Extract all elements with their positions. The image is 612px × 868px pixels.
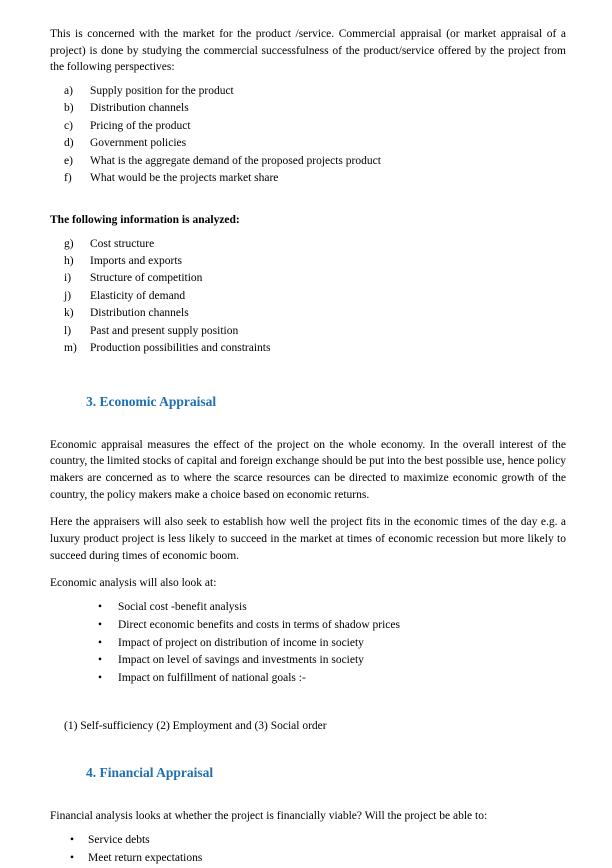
spacer bbox=[50, 746, 566, 764]
spacer bbox=[50, 430, 566, 437]
list-marker: e) bbox=[64, 154, 73, 167]
list-item bbox=[50, 850, 566, 868]
section-heading-financial-appraisal: 4. Financial Appraisal bbox=[86, 765, 214, 781]
list-marker: i) bbox=[64, 272, 72, 285]
list-marker: m) bbox=[64, 342, 77, 355]
list-marker: h) bbox=[64, 254, 74, 267]
list-item bbox=[50, 135, 566, 152]
list-item bbox=[50, 305, 566, 322]
list-item bbox=[50, 670, 566, 688]
list-item-text: Meet return expectations bbox=[88, 851, 203, 864]
section-heading-economic-appraisal: 3. Economic Appraisal bbox=[86, 393, 217, 409]
spacer bbox=[50, 564, 566, 575]
list-item bbox=[50, 617, 566, 635]
list-item bbox=[50, 288, 566, 305]
list-item bbox=[50, 253, 566, 270]
list-item bbox=[50, 599, 566, 617]
list-item bbox=[50, 652, 566, 670]
bullet-icon: • bbox=[98, 636, 103, 649]
list-marker: a) bbox=[64, 85, 73, 98]
spacer bbox=[50, 188, 566, 212]
list-item bbox=[50, 635, 566, 653]
economic-closing-line: (1) Self-sufficiency (2) Employment and (3) Social order bbox=[64, 719, 327, 732]
list-marker: g) bbox=[64, 237, 74, 250]
list-item-text: What would be the projects market share bbox=[90, 172, 279, 185]
list-item-text: Impact on fulfillment of national goals :- bbox=[118, 672, 306, 685]
list-marker: l) bbox=[64, 324, 72, 337]
list-item bbox=[50, 832, 566, 850]
economic-analysis-lead-in: Economic analysis will also look at: bbox=[50, 577, 217, 590]
perspectives-list bbox=[50, 83, 566, 188]
list-item-text: Past and present supply position bbox=[90, 324, 239, 337]
economic-paragraph-1: Economic appraisal measures the effect of the project on the whole economy. In the overall interest of the country, the limited stocks of capital and foreign exchange should be put into the best possible use, hence policy makers are concerned as to where the scarce resources can be directed to maximize economic growth of the country, the policy makers make a choice based on economic returns. bbox=[50, 438, 566, 501]
list-item-text: Cost structure bbox=[90, 237, 155, 250]
bullet-icon: • bbox=[98, 672, 103, 685]
intro-paragraph: This is concerned with the market for the product /service. Commercial appraisal (or market appraisal of a project) is done by studying the commercial successfulness of the product/service offered by the project from the following perspectives: bbox=[50, 28, 566, 74]
spacer bbox=[50, 229, 566, 236]
spacer bbox=[50, 783, 566, 801]
spacer bbox=[50, 688, 566, 706]
list-marker: b) bbox=[64, 102, 74, 115]
list-item bbox=[50, 323, 566, 340]
list-marker: k) bbox=[64, 307, 74, 320]
spacer bbox=[50, 412, 566, 430]
list-marker: d) bbox=[64, 137, 74, 150]
economic-bullets bbox=[50, 599, 566, 688]
list-item bbox=[50, 340, 566, 357]
list-item-text: Government policies bbox=[90, 137, 187, 150]
bullet-icon: • bbox=[98, 654, 103, 667]
spacer bbox=[50, 382, 566, 393]
list-marker: c) bbox=[64, 119, 73, 132]
economic-paragraph-2: Here the appraisers will also seek to establish how well the project fits in the economic times of the day e.g. a luxury product project is less likely to succeed in the market at times of economic recession but more likely to succeed during times of economic boom. bbox=[50, 516, 566, 562]
list-item-text: Social cost -benefit analysis bbox=[118, 601, 247, 614]
list-item-text: Structure of competition bbox=[90, 272, 203, 285]
list-item bbox=[50, 170, 566, 187]
bullet-icon: • bbox=[98, 618, 103, 631]
list-item-text: Pricing of the product bbox=[90, 119, 191, 132]
spacer bbox=[50, 592, 566, 599]
list-item bbox=[50, 118, 566, 135]
spacer bbox=[50, 76, 566, 83]
list-item bbox=[50, 153, 566, 170]
list-item-text: Impact of project on distribution of income in society bbox=[118, 636, 364, 649]
list-item bbox=[50, 100, 566, 117]
list-item-text: Production possibilities and constraints bbox=[90, 342, 271, 355]
analyzed-list bbox=[50, 236, 566, 358]
spacer bbox=[50, 801, 566, 808]
bullet-icon: • bbox=[98, 601, 103, 614]
financial-bullets bbox=[50, 832, 566, 868]
bullet-icon: • bbox=[70, 833, 75, 846]
list-item-text: Supply position for the product bbox=[90, 85, 234, 98]
list-item-text: Distribution channels bbox=[90, 307, 189, 320]
list-marker: j) bbox=[64, 289, 72, 302]
list-item bbox=[50, 270, 566, 287]
spacer bbox=[50, 825, 566, 832]
list-marker: f) bbox=[64, 172, 72, 185]
list-item-text: Direct economic benefits and costs in terms of shadow prices bbox=[118, 618, 400, 631]
bullet-icon: • bbox=[70, 851, 75, 864]
financial-paragraph-1: Financial analysis looks at whether the project is financially viable? Will the project be able to: bbox=[50, 810, 488, 823]
list-item-text: Distribution channels bbox=[90, 102, 189, 115]
list-item bbox=[50, 236, 566, 253]
spacer bbox=[50, 503, 566, 514]
list-item-text: Service debts bbox=[88, 833, 150, 846]
spacer bbox=[50, 358, 566, 382]
list-item bbox=[50, 83, 566, 100]
list-item-text: Elasticity of demand bbox=[90, 289, 186, 302]
list-item-text: Imports and exports bbox=[90, 254, 182, 267]
analyzed-heading: The following information is analyzed: bbox=[50, 213, 240, 226]
list-item-text: Impact on level of savings and investments in society bbox=[118, 654, 364, 667]
list-item-text: What is the aggregate demand of the proposed projects product bbox=[90, 154, 381, 167]
